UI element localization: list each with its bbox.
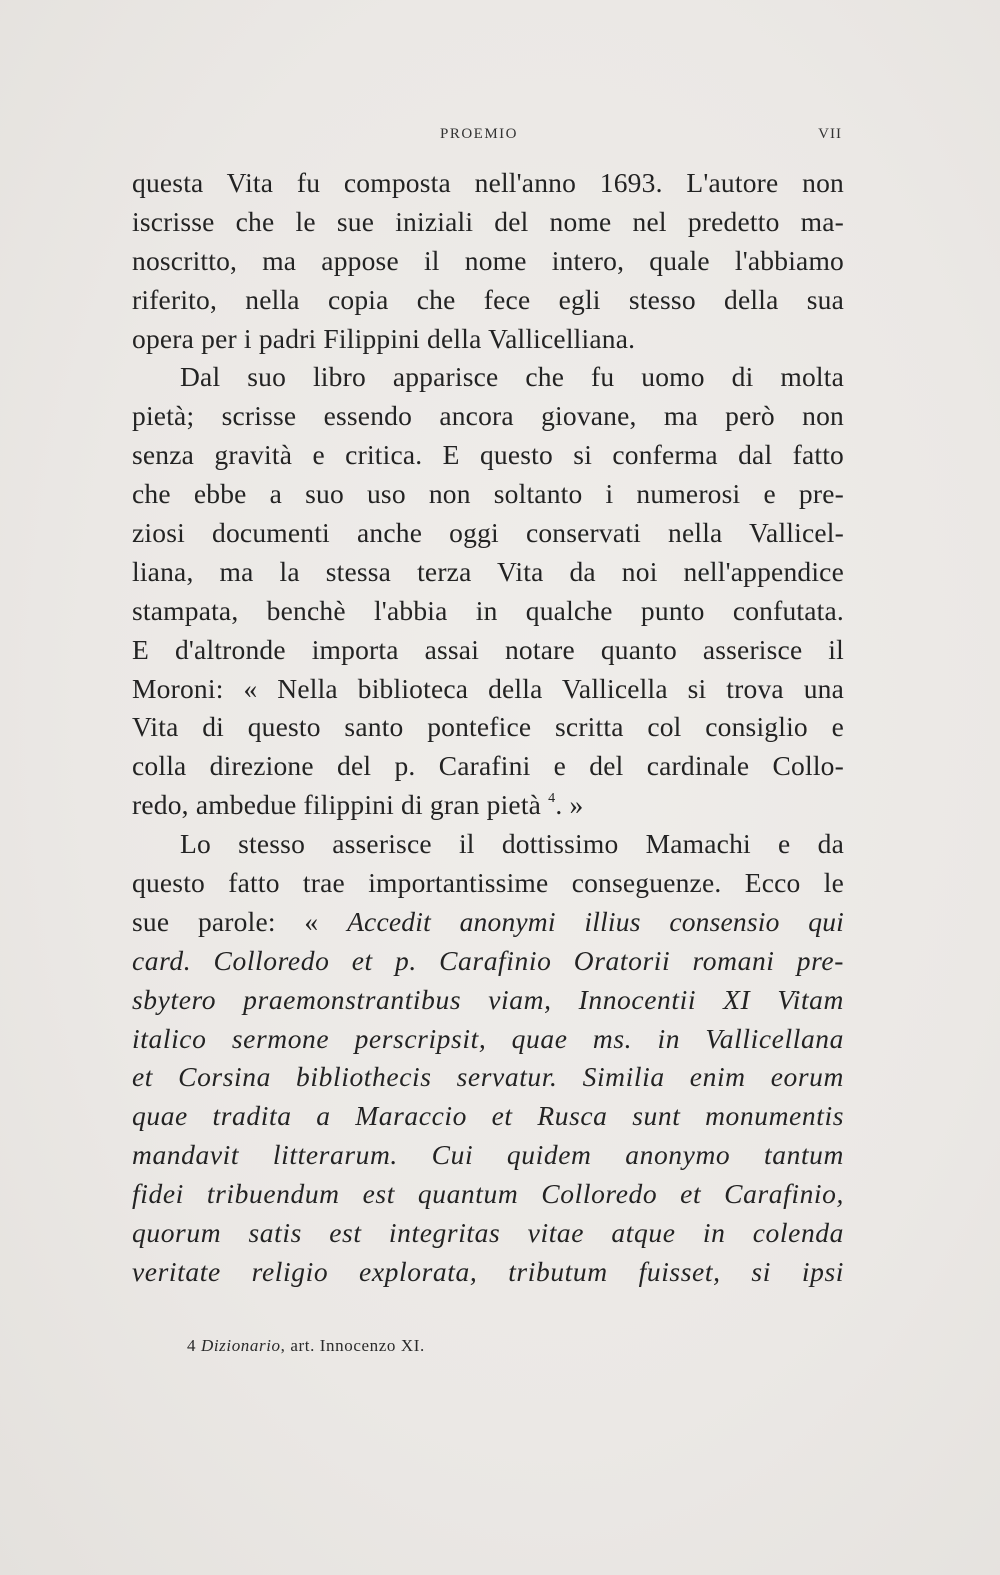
text-line-with-footnote-ref (132, 786, 844, 825)
text-line: noscritto, ma appose il nome intero, quale l'abbiamo (132, 244, 844, 276)
text-fragment: redo, ambedue filippini di gran pietà (132, 789, 542, 821)
latin-quote-line: fidei tribuendum est quantum Colloredo et Carafinio, (132, 1178, 844, 1210)
text-line: liana, ma la stessa terza Vita da noi nell'appendice (132, 555, 844, 587)
paragraph-start-line: Dal suo libro apparisce che fu uomo di molta (180, 361, 844, 393)
latin-quote-line: card. Colloredo et p. Carafinio Oratorii romani pre- (132, 944, 844, 976)
text-line: pietà; scrisse essendo ancora giovane, ma però non (132, 400, 844, 432)
footnote (187, 1336, 425, 1356)
text-line: questo fatto trae importantissime conseguenze. Ecco le (132, 867, 844, 899)
latin-quote-line: quae tradita a Maraccio et Rusca sunt monumentis (132, 1100, 844, 1132)
text-fragment: sue parole: « (132, 905, 319, 937)
latin-quote-line: veritate religio explorata, tributum fuisset, si ipsi (132, 1255, 844, 1287)
text-line: stampata, benchè l'abbia in qualche punto confutata. (132, 594, 844, 626)
paragraph-start-line: Lo stesso asserisce il dottissimo Mamachi e da (180, 828, 844, 860)
quote-close: . » (555, 789, 584, 821)
text-line: iscrisse che le sue iniziali del nome nel predetto ma- (132, 205, 844, 237)
text-line: che ebbe a suo uso non soltanto i numerosi e pre- (132, 478, 844, 510)
text-line: Vita di questo santo pontefice scritta col consiglio e (132, 711, 844, 743)
latin-quote-line: et Corsina bibliothecis servatur. Similia enim eorum (132, 1061, 844, 1093)
text-line: E d'altronde importa assai notare quanto asserisce il (132, 633, 844, 665)
running-title: PROEMIO (440, 126, 519, 142)
footnote-work-title: Dizionario (200, 1336, 281, 1355)
text-line: Moroni: « Nella biblioteca della Vallicella si trova una (132, 672, 844, 704)
text-line: ziosi documenti anche oggi conservati nella Vallicel- (132, 517, 844, 549)
text-line: questa Vita fu composta nell'anno 1693. L'autore non (132, 167, 844, 198)
text-line: opera per i padri Filippini della Vallicelliana. (132, 322, 636, 354)
latin-quote-start: Accedit anonymi illius consensio qui (347, 905, 845, 937)
page-number: VII (818, 126, 842, 142)
text-line: senza gravità e critica. E questo si conferma dal fatto (132, 439, 844, 471)
text-line: colla direzione del p. Carafini e del cardinale Collo- (132, 750, 844, 782)
footnote-number: 4 (187, 1336, 197, 1355)
latin-quote-line: quorum satis est integritas vitae atque in colenda (132, 1217, 844, 1249)
body-text (132, 164, 844, 1292)
mixed-line (132, 903, 844, 942)
running-head (130, 126, 842, 150)
footnote-reference[interactable]: 4 (548, 791, 556, 807)
footnote-text: , art. Innocenzo XI. (280, 1336, 425, 1355)
latin-quote-line: mandavit litterarum. Cui quidem anonymo tantum (132, 1139, 844, 1171)
latin-quote-line: italico sermone perscripsit, quae ms. in Vallicellana (132, 1022, 844, 1054)
text-line: riferito, nella copia che fece egli stesso della sua (132, 283, 844, 315)
latin-quote-line: sbytero praemonstrantibus viam, Innocentii XI Vitam (132, 983, 844, 1015)
